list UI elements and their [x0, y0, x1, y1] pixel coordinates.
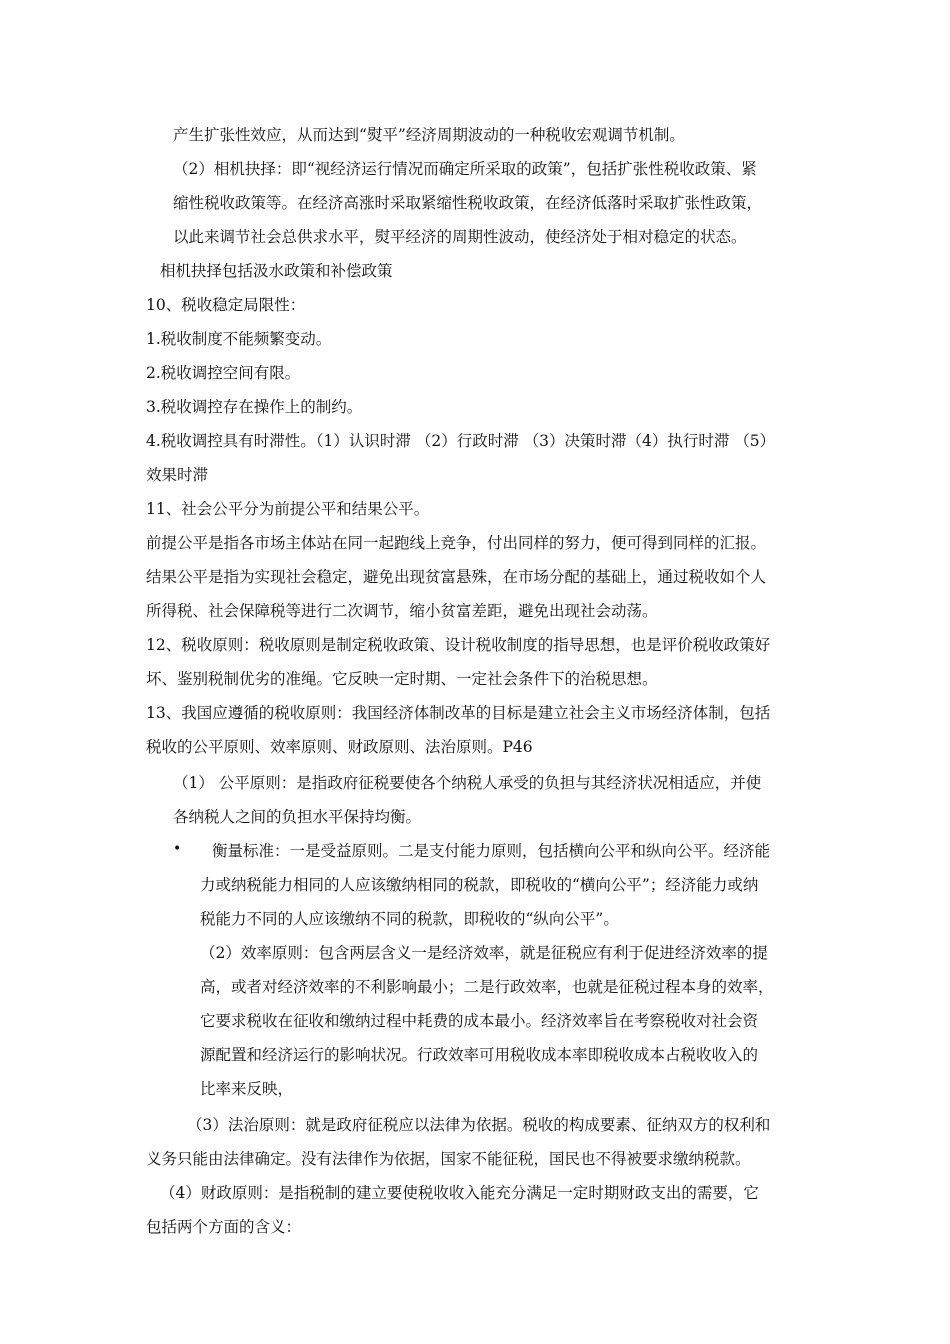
section-heading: 13、我国应遵循的税收原则：我国经济体制改革的目标是建立社会主义市场经济体制，包括 [146, 704, 771, 722]
list-item: 3.税收调控存在操作上的制约。 [146, 398, 363, 416]
text-line: （1） 公平原则：是指政府征税要使各个纳税人承受的负担与其经济状况相适应，并使 [173, 774, 762, 792]
text-line: 义务只能由法律确定。没有法律作为依据，国家不能征税，国民也不得被要求缴纳税款。 [146, 1150, 751, 1168]
text-line: 产生扩张性效应，从而达到“熨平”经济周期波动的一种税收宏观调节机制。 [173, 126, 685, 144]
text-line: 所得税、社会保障税等进行二次调节，缩小贫富差距，避免出现社会动荡。 [146, 602, 658, 620]
text-line: （4）财政原则：是指税制的建立要使税收收入能充分满足一定时期财政支出的需要，它 [160, 1184, 759, 1202]
text-line: 以此来调节社会总供求水平，熨平经济的周期性波动，使经济处于相对稳定的状态。 [173, 228, 747, 246]
text-line: 比率来反映， [200, 1080, 294, 1098]
text-line: （3）法治原则：就是政府征税应以法律为依据。税收的构成要素、征纳双方的权利和 [187, 1116, 771, 1134]
text-line: 相机抉择包括汲水政策和补偿政策 [160, 262, 393, 280]
text-line: 结果公平是指为实现社会稳定，避免出现贫富悬殊，在市场分配的基础上，通过税收如个人 [146, 568, 767, 586]
section-heading: 11、社会公平分为前提公平和结果公平。 [146, 500, 430, 518]
text-line: 衡量标准：一是受益原则。二是支付能力原则，包括横向公平和纵向公平。经济能 [212, 842, 771, 860]
text-line: 高，或者对经济效率的不利影响最小；二是行政效率，也就是征税过程本身的效率， [200, 978, 774, 996]
text-line: （2）相机抉择：即“视经济运行情况而确定所采取的政策”，包括扩张性税收政策、紧 [173, 160, 757, 178]
section-heading: 10、税收稳定局限性： [146, 296, 306, 314]
list-item: 1.税收制度不能频繁变动。 [146, 330, 332, 348]
text-line: 缩性税收政策等。在经济高涨时采取紧缩性税收政策，在经济低落时采取扩张性政策， [173, 194, 763, 212]
text-line: 税能力不同的人应该缴纳不同的税款，即税收的“纵向公平”。 [200, 910, 619, 928]
text-line: 源配置和经济运行的影响状况。行政效率可用税收成本率即税收成本占税收收入的 [200, 1046, 759, 1064]
list-item: 2.税收调控空间有限。 [146, 364, 301, 382]
text-line: 包括两个方面的含义： [146, 1218, 302, 1236]
text-line: （2）效率原则：包含两层含义一是经济效率，就是征税应有利于促进经济效率的提 [200, 944, 768, 962]
bullet-marker: • [173, 841, 182, 857]
text-line: 税收的公平原则、效率原则、财政原则、法治原则。P46 [146, 738, 533, 756]
section-heading: 12、税收原则：税收原则是制定税收政策、设计税收制度的指导思想，也是评价税收政策好 [146, 636, 771, 654]
text-line: 力或纳税能力相同的人应该缴纳相同的税款，即税收的“横向公平”；经济能力或纳 [200, 876, 759, 894]
text-line: 各纳税人之间的负担水平保持均衡。 [173, 808, 422, 826]
text-line: 坏、鉴别税制优劣的准绳。它反映一定时期、一定社会条件下的治税思想。 [146, 670, 658, 688]
text-line: 前提公平是指各市场主体站在同一起跑线上竞争，付出同样的努力，便可得到同样的汇报。 [146, 534, 767, 552]
list-item: 4.税收调控具有时滞性。（1）认识时滞 （2）行政时滞 （3）决策时滞（4）执行时滞 （5） [146, 432, 776, 450]
text-line: 它要求税收在征收和缴纳过程中耗费的成本最小。经济效率旨在考察税收对社会资 [200, 1012, 759, 1030]
text-line: 效果时滞 [146, 466, 209, 484]
